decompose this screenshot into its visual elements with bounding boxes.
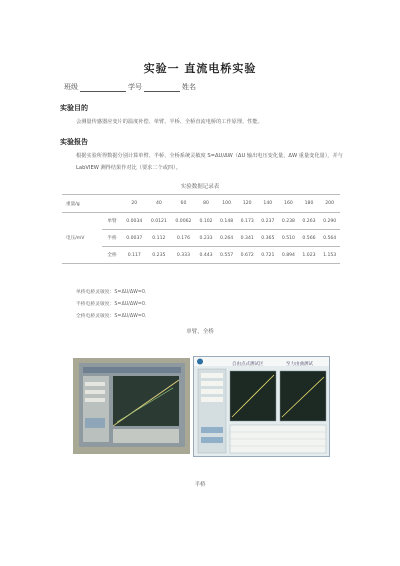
class-label: 班级 bbox=[64, 83, 78, 91]
weight-cell: 120 bbox=[237, 195, 258, 213]
weight-cell: 80 bbox=[196, 195, 217, 213]
value-cell: 0.173 bbox=[237, 213, 258, 230]
value-cell: 1.153 bbox=[319, 247, 340, 264]
figure-caption-1: 单臂，全桥 bbox=[186, 329, 214, 335]
value-cell: 0.365 bbox=[258, 230, 279, 247]
value-cell: 0.263 bbox=[299, 213, 320, 230]
panel-title-2: 至力由曲测试 bbox=[286, 362, 313, 367]
labview-panel-image bbox=[194, 357, 330, 457]
table-caption: 实验数据记录表 bbox=[180, 184, 220, 190]
value-cell: 0.557 bbox=[216, 247, 237, 264]
value-cell: 0.0062 bbox=[171, 213, 196, 230]
labview-screenshot bbox=[193, 356, 330, 457]
name-label: 姓名 bbox=[182, 83, 196, 91]
value-cell: 0.341 bbox=[237, 230, 258, 247]
value-cell: 0.235 bbox=[147, 247, 172, 264]
value-cell: 0.112 bbox=[147, 230, 172, 247]
class-blank[interactable] bbox=[80, 84, 126, 92]
value-cell: 0.566 bbox=[299, 230, 320, 247]
value-cell: 0.333 bbox=[171, 247, 196, 264]
value-cell: 0.238 bbox=[278, 213, 299, 230]
weight-cell: 100 bbox=[216, 195, 237, 213]
row-name: 全桥 bbox=[102, 247, 122, 264]
value-cell: 0.0037 bbox=[122, 230, 147, 247]
value-cell: 0.672 bbox=[237, 247, 258, 264]
purpose-heading: 实验目的 bbox=[60, 104, 88, 112]
weight-cell: 160 bbox=[278, 195, 299, 213]
weight-cell: 40 bbox=[147, 195, 172, 213]
value-cell: 0.237 bbox=[258, 213, 279, 230]
id-label: 学号 bbox=[128, 83, 142, 91]
value-cell: 0.148 bbox=[216, 213, 237, 230]
report-text: 根据实验所得数据分别计算单臂、半桥、全桥系统灵敏度 S=ΔU/ΔW（ΔU 输出电压变化量，ΔW 重量变化量），并与 LabVIEW 测得结果作对比（要求二个或四）。 bbox=[76, 153, 343, 171]
value-cell: 0.176 bbox=[171, 230, 196, 247]
value-cell: 0.0121 bbox=[147, 213, 172, 230]
panel-title: 自由点式测试区 bbox=[232, 362, 264, 367]
value-cell: 0.0034 bbox=[122, 213, 147, 230]
value-cell: 0.102 bbox=[196, 213, 217, 230]
monitor-photo-image bbox=[73, 358, 190, 454]
table-header-row bbox=[62, 195, 340, 213]
table-row bbox=[62, 213, 340, 230]
formula-full: 全桥电桥灵敏度：S=ΔU/ΔW=0. bbox=[76, 314, 147, 319]
weight-cell: 140 bbox=[258, 195, 279, 213]
table-row bbox=[62, 247, 340, 264]
voltage-label: 电压/mV bbox=[62, 213, 102, 264]
value-cell: 0.721 bbox=[258, 247, 279, 264]
figure-caption-2: 半桥 bbox=[194, 482, 206, 488]
weight-cell: 20 bbox=[122, 195, 147, 213]
weight-cell: 180 bbox=[299, 195, 320, 213]
purpose-text: 会测量传感器应变片的温度补偿、单臂、半桥、全桥直流电桥的工作原理、性能。 bbox=[76, 119, 263, 125]
value-cell: 0.117 bbox=[122, 247, 147, 264]
weight-cell: 60 bbox=[171, 195, 196, 213]
value-cell: 0.264 bbox=[216, 230, 237, 247]
value-cell: 0.233 bbox=[196, 230, 217, 247]
page-title: 实验一 直流电桥实验 bbox=[143, 62, 257, 75]
formula-half: 半桥电桥灵敏度：S=ΔU/ΔW=0. bbox=[76, 302, 147, 307]
value-cell: 0.510 bbox=[278, 230, 299, 247]
student-info-line bbox=[64, 82, 196, 92]
value-cell: 0.443 bbox=[196, 247, 217, 264]
formula-single: 单桥电桥灵敏度：S=ΔU/ΔW=0. bbox=[76, 290, 147, 295]
value-cell: 1.023 bbox=[299, 247, 320, 264]
row-name: 单臂 bbox=[102, 213, 122, 230]
monitor-photo bbox=[73, 358, 190, 454]
table-row bbox=[62, 230, 340, 247]
value-cell: 0.290 bbox=[319, 213, 340, 230]
weight-cell: 200 bbox=[319, 195, 340, 213]
report-heading: 实验报告 bbox=[60, 138, 88, 146]
data-table bbox=[62, 194, 340, 264]
row-name: 半桥 bbox=[102, 230, 122, 247]
weight-header: 重量/g bbox=[62, 195, 122, 213]
value-cell: 0.564 bbox=[319, 230, 340, 247]
value-cell: 0.894 bbox=[278, 247, 299, 264]
id-blank[interactable] bbox=[144, 84, 180, 92]
